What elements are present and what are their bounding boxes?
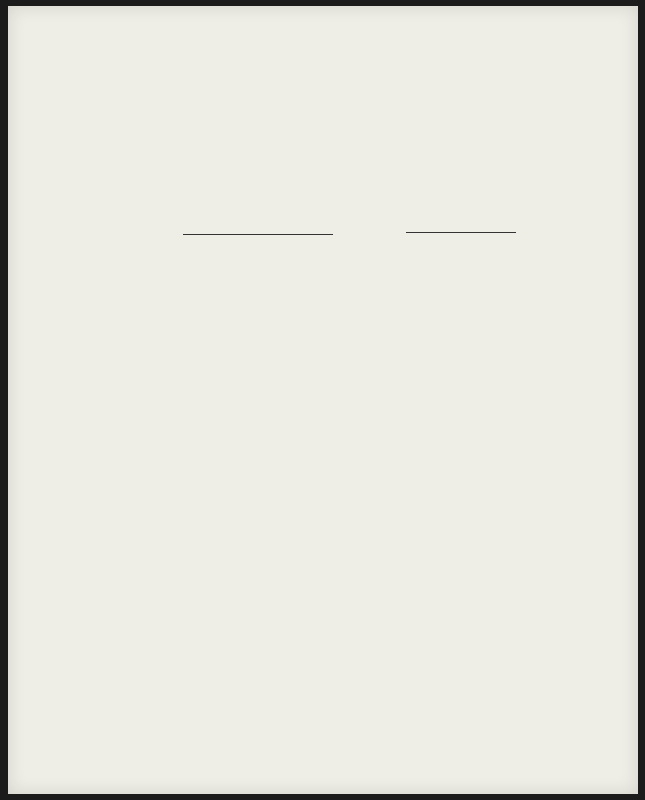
chromosome-b-line bbox=[406, 232, 516, 233]
typed-letter-page bbox=[8, 6, 638, 794]
chromosome-a-line bbox=[183, 234, 333, 235]
